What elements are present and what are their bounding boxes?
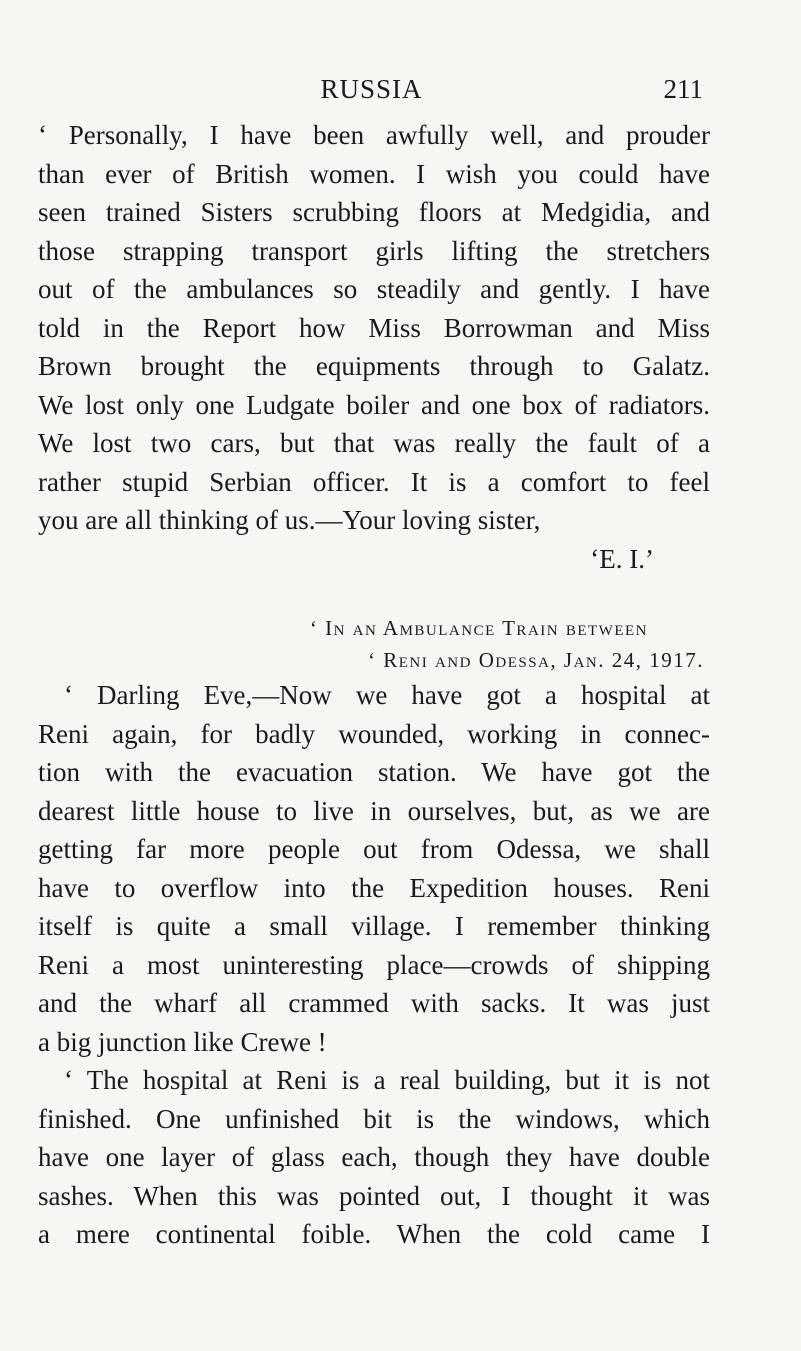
letter-signature: ‘E. I.’ bbox=[590, 543, 654, 574]
text-line: getting far more people out from Odessa, we shall bbox=[38, 834, 710, 864]
text-line: those strapping transport girls lifting the stretchers bbox=[38, 235, 710, 266]
text-line: out of the ambulances so steadily and gently. I have bbox=[38, 274, 710, 304]
text-line: than ever of British women. I wish you could have bbox=[38, 158, 710, 189]
text-line: dearest little house to live in ourselves, but, as we are bbox=[38, 795, 710, 826]
text-line: told in the Report how Miss Borrowman and Miss bbox=[38, 312, 710, 343]
text-line: ‘ Darling Eve,—Now we have got a hospital at bbox=[64, 680, 710, 710]
text-line: Reni a most uninteresting place—crowds of shipping bbox=[38, 949, 710, 980]
text-line: tion with the evacuation station. We have got the bbox=[38, 757, 710, 787]
body-text bbox=[38, 116, 710, 1254]
text-line: a big junction like Crewe ! bbox=[38, 1026, 327, 1057]
text-line: ‘ Personally, I have been awfully well, and prouder bbox=[38, 120, 710, 150]
text-line: seen trained Sisters scrubbing floors at Medgidia, and bbox=[38, 197, 710, 227]
text-line: a mere continental foible. When the cold came I bbox=[38, 1219, 710, 1249]
text-line: Brown brought the equipments through to Galatz. bbox=[38, 351, 710, 381]
text-line: We lost only one Ludgate boiler and one box of radiators. bbox=[38, 389, 710, 420]
text-line: Reni again, for badly wounded, working in connec- bbox=[38, 718, 710, 749]
text-line: finished. One unfinished bit is the windows, which bbox=[38, 1103, 710, 1134]
letter-heading-line2 bbox=[38, 644, 710, 676]
page-number: 211 bbox=[663, 74, 703, 104]
text-line: sashes. When this was pointed out, I thought it was bbox=[38, 1180, 710, 1211]
section-gap bbox=[38, 578, 710, 612]
text-line: you are all thinking of us.—Your loving sister, bbox=[38, 505, 541, 535]
page-header bbox=[40, 74, 703, 114]
text-line: itself is quite a small village. I remember thinking bbox=[38, 911, 710, 941]
text-line: have to overflow into the Expedition houses. Reni bbox=[38, 872, 710, 903]
text-line: rather stupid Serbian officer. It is a comfort to feel bbox=[38, 466, 710, 497]
text-line: We lost two cars, but that was really the fault of a bbox=[38, 428, 710, 458]
text-line: ‘ The hospital at Reni is a real building, but it is not bbox=[64, 1065, 710, 1095]
text-line: have one layer of glass each, though they have double bbox=[38, 1142, 710, 1172]
text-line: and the wharf all crammed with sacks. It was just bbox=[38, 988, 710, 1018]
letter-heading-line2-text: ‘ Reni and Odessa, Jan. 24, 1917. bbox=[367, 648, 704, 672]
letter-heading-line1: ‘ In an Ambulance Train between bbox=[309, 616, 648, 640]
running-title: RUSSIA bbox=[320, 74, 423, 104]
